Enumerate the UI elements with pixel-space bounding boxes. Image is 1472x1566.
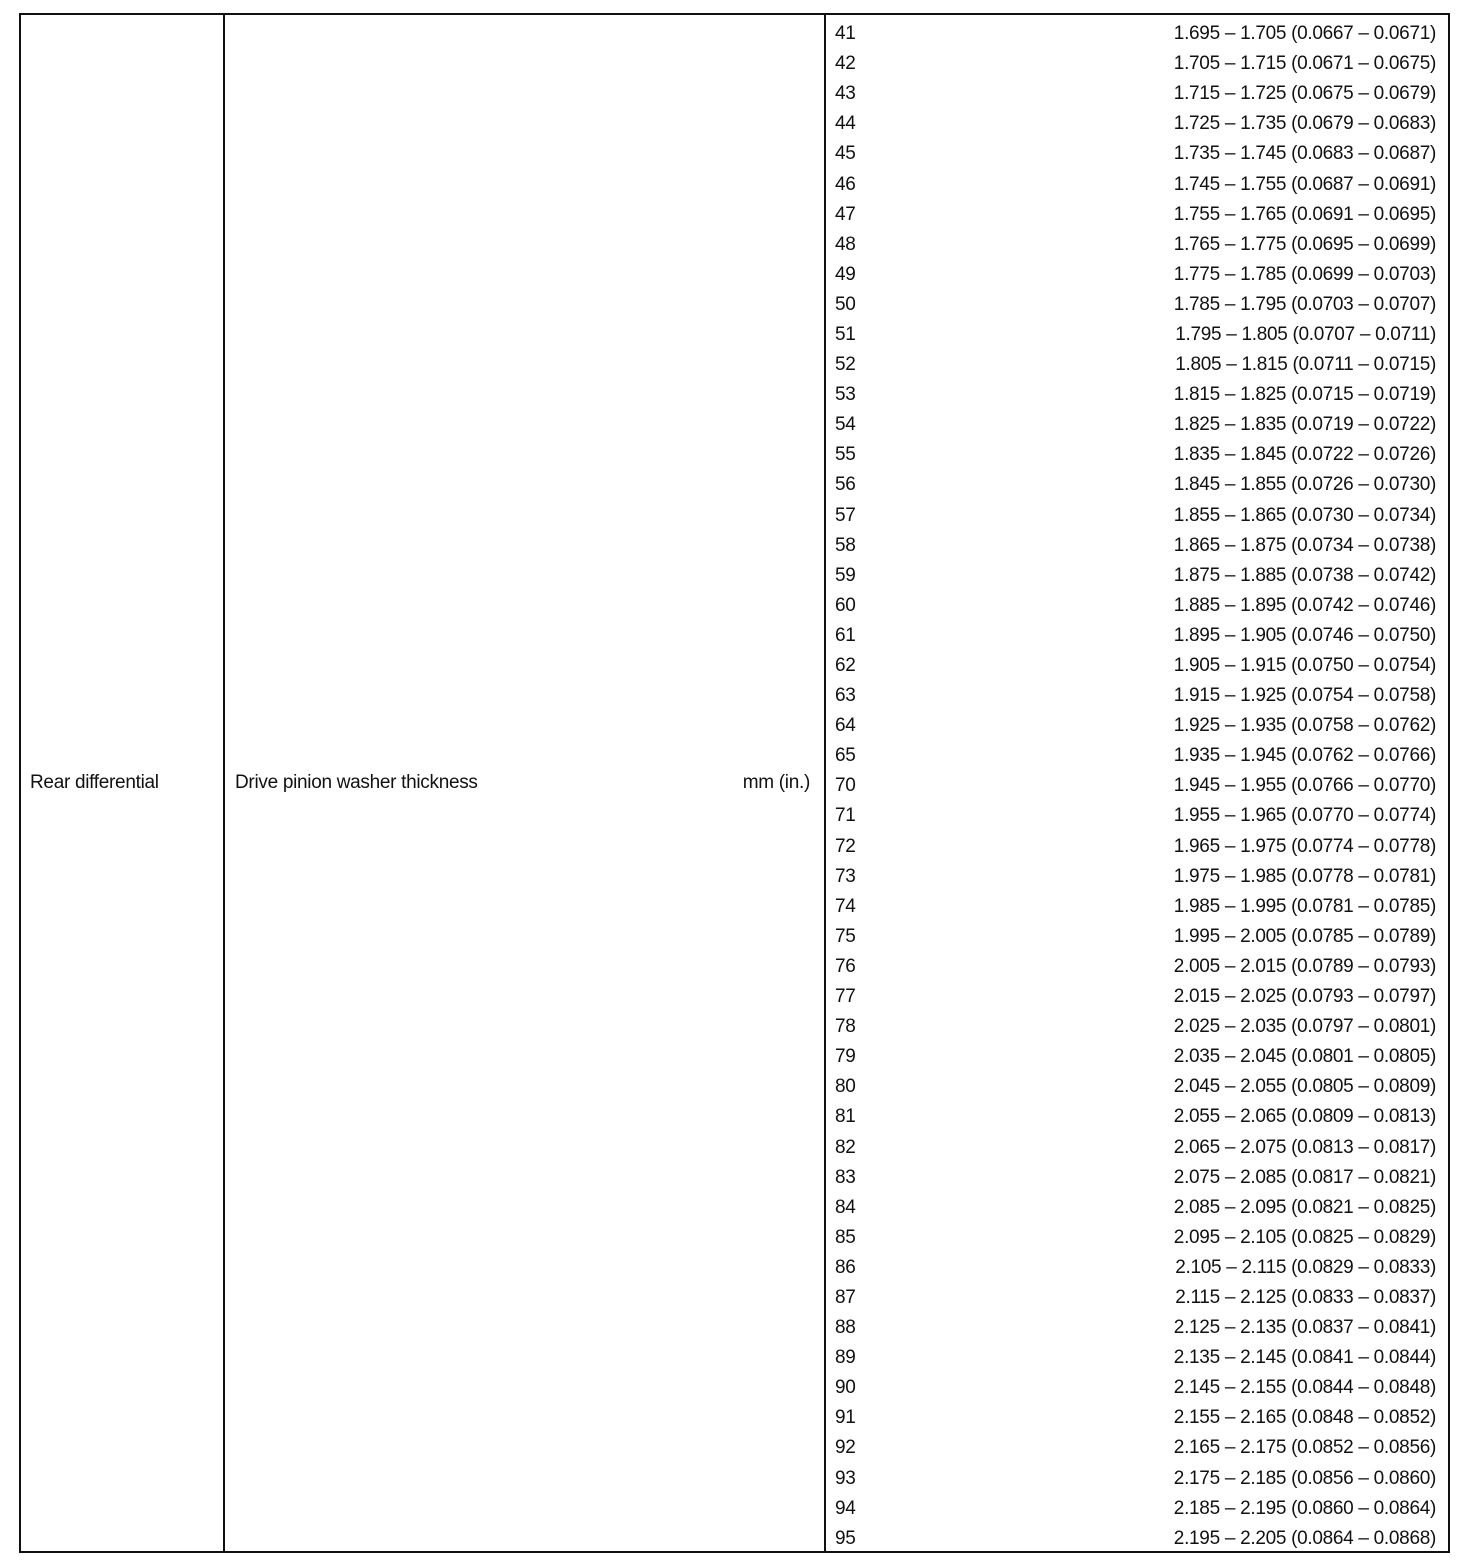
washer-number: 44 bbox=[835, 113, 856, 135]
component-column bbox=[21, 15, 225, 1551]
thickness-range: 1.915 – 1.925 (0.0754 – 0.0758) bbox=[1173, 685, 1436, 707]
washer-number: 86 bbox=[835, 1256, 856, 1278]
table-row bbox=[826, 591, 1448, 621]
table-row bbox=[826, 1102, 1448, 1132]
thickness-range: 1.845 – 1.855 (0.0726 – 0.0730) bbox=[1173, 474, 1436, 496]
table-row bbox=[826, 1373, 1448, 1403]
thickness-range: 1.735 – 1.745 (0.0683 – 0.0687) bbox=[1173, 143, 1436, 165]
washer-number: 73 bbox=[835, 865, 856, 887]
table-row bbox=[826, 470, 1448, 500]
table-row bbox=[826, 1283, 1448, 1313]
washer-number: 94 bbox=[835, 1497, 856, 1519]
table-row bbox=[826, 79, 1448, 109]
table-row bbox=[826, 320, 1448, 350]
thickness-range: 1.865 – 1.875 (0.0734 – 0.0738) bbox=[1173, 534, 1436, 556]
thickness-range: 2.135 – 2.145 (0.0841 – 0.0844) bbox=[1173, 1347, 1436, 1369]
table-row bbox=[826, 621, 1448, 651]
washer-number: 93 bbox=[835, 1467, 856, 1489]
table-row bbox=[826, 1313, 1448, 1343]
washer-number: 74 bbox=[835, 895, 856, 917]
table-row bbox=[826, 1253, 1448, 1283]
thickness-range: 1.925 – 1.935 (0.0758 – 0.0762) bbox=[1173, 715, 1436, 737]
thickness-range: 2.085 – 2.095 (0.0821 – 0.0825) bbox=[1173, 1196, 1436, 1218]
table-row bbox=[826, 952, 1448, 982]
table-row bbox=[826, 1524, 1448, 1554]
table-row bbox=[826, 440, 1448, 470]
washer-number: 65 bbox=[835, 745, 856, 767]
washer-number: 71 bbox=[835, 805, 856, 827]
washer-number: 62 bbox=[835, 655, 856, 677]
thickness-range: 2.175 – 2.185 (0.0856 – 0.0860) bbox=[1173, 1467, 1436, 1489]
washer-number: 89 bbox=[835, 1347, 856, 1369]
washer-number: 70 bbox=[835, 775, 856, 797]
thickness-range: 1.855 – 1.865 (0.0730 – 0.0734) bbox=[1173, 504, 1436, 526]
table-row bbox=[826, 19, 1448, 49]
thickness-range: 1.795 – 1.805 (0.0707 – 0.0711) bbox=[1175, 323, 1436, 345]
thickness-range: 2.045 – 2.055 (0.0805 – 0.0809) bbox=[1173, 1076, 1436, 1098]
table-row bbox=[826, 771, 1448, 801]
thickness-range: 1.935 – 1.945 (0.0762 – 0.0766) bbox=[1173, 745, 1436, 767]
thickness-range: 1.875 – 1.885 (0.0738 – 0.0742) bbox=[1173, 564, 1436, 586]
table-row bbox=[826, 1012, 1448, 1042]
thickness-range: 1.965 – 1.975 (0.0774 – 0.0778) bbox=[1173, 835, 1436, 857]
thickness-range: 2.015 – 2.025 (0.0793 – 0.0797) bbox=[1173, 986, 1436, 1008]
washer-number: 75 bbox=[835, 925, 856, 947]
thickness-range: 2.115 – 2.125 (0.0833 – 0.0837) bbox=[1175, 1286, 1436, 1308]
washer-number: 43 bbox=[835, 83, 856, 105]
washer-number: 77 bbox=[835, 986, 856, 1008]
washer-number: 90 bbox=[835, 1377, 856, 1399]
thickness-range: 1.835 – 1.845 (0.0722 – 0.0726) bbox=[1173, 444, 1436, 466]
thickness-range: 1.695 – 1.705 (0.0667 – 0.0671) bbox=[1173, 23, 1436, 45]
thickness-range: 2.095 – 2.105 (0.0825 – 0.0829) bbox=[1173, 1226, 1436, 1248]
washer-number: 85 bbox=[835, 1226, 856, 1248]
spec-table bbox=[19, 13, 1450, 1553]
washer-number: 56 bbox=[835, 474, 856, 496]
washer-number: 60 bbox=[835, 594, 856, 616]
table-row bbox=[826, 561, 1448, 591]
washer-number: 91 bbox=[835, 1407, 856, 1429]
washer-number: 45 bbox=[835, 143, 856, 165]
thickness-range: 2.155 – 2.165 (0.0848 – 0.0852) bbox=[1173, 1407, 1436, 1429]
table-row bbox=[826, 862, 1448, 892]
washer-number: 87 bbox=[835, 1286, 856, 1308]
table-row bbox=[826, 531, 1448, 561]
washer-number: 79 bbox=[835, 1046, 856, 1068]
component-label: Rear differential bbox=[30, 772, 159, 793]
table-row bbox=[826, 1343, 1448, 1373]
washer-number: 76 bbox=[835, 955, 856, 977]
thickness-range: 2.185 – 2.195 (0.0860 – 0.0864) bbox=[1173, 1497, 1436, 1519]
washer-number: 57 bbox=[835, 504, 856, 526]
thickness-range: 1.975 – 1.985 (0.0778 – 0.0781) bbox=[1173, 865, 1436, 887]
thickness-range: 1.985 – 1.995 (0.0781 – 0.0785) bbox=[1173, 895, 1436, 917]
thickness-range: 1.885 – 1.895 (0.0742 – 0.0746) bbox=[1173, 594, 1436, 616]
table-row bbox=[826, 922, 1448, 952]
washer-number: 46 bbox=[835, 173, 856, 195]
washer-number: 59 bbox=[835, 564, 856, 586]
table-row bbox=[826, 681, 1448, 711]
unit-label: mm (in.) bbox=[742, 772, 810, 793]
washer-number: 92 bbox=[835, 1437, 856, 1459]
table-row bbox=[826, 1464, 1448, 1494]
item-column bbox=[225, 15, 826, 1551]
washer-number: 82 bbox=[835, 1136, 856, 1158]
washer-number: 49 bbox=[835, 263, 856, 285]
washer-number: 63 bbox=[835, 685, 856, 707]
washer-number: 78 bbox=[835, 1016, 856, 1038]
washer-number: 83 bbox=[835, 1166, 856, 1188]
table-row bbox=[826, 230, 1448, 260]
table-row bbox=[826, 1433, 1448, 1463]
table-row bbox=[826, 139, 1448, 169]
table-row bbox=[826, 832, 1448, 862]
thickness-range: 1.715 – 1.725 (0.0675 – 0.0679) bbox=[1173, 83, 1436, 105]
thickness-range: 2.075 – 2.085 (0.0817 – 0.0821) bbox=[1173, 1166, 1436, 1188]
washer-number: 55 bbox=[835, 444, 856, 466]
thickness-range: 2.125 – 2.135 (0.0837 – 0.0841) bbox=[1173, 1317, 1436, 1339]
table-row bbox=[826, 1494, 1448, 1524]
table-row bbox=[826, 501, 1448, 531]
table-row bbox=[826, 982, 1448, 1012]
table-row bbox=[826, 801, 1448, 831]
table-row bbox=[826, 290, 1448, 320]
thickness-range: 2.055 – 2.065 (0.0809 – 0.0813) bbox=[1173, 1106, 1436, 1128]
thickness-range: 1.785 – 1.795 (0.0703 – 0.0707) bbox=[1173, 293, 1436, 315]
washer-number: 50 bbox=[835, 293, 856, 315]
table-row bbox=[826, 1042, 1448, 1072]
thickness-range: 2.195 – 2.205 (0.0864 – 0.0868) bbox=[1173, 1527, 1436, 1549]
thickness-range: 2.105 – 2.115 (0.0829 – 0.0833) bbox=[1175, 1256, 1436, 1278]
washer-number: 51 bbox=[835, 323, 856, 345]
washer-number: 58 bbox=[835, 534, 856, 556]
thickness-range: 2.025 – 2.035 (0.0797 – 0.0801) bbox=[1173, 1016, 1436, 1038]
table-row bbox=[826, 169, 1448, 199]
table-row bbox=[826, 200, 1448, 230]
table-row bbox=[826, 651, 1448, 681]
table-row bbox=[826, 1163, 1448, 1193]
table-row bbox=[826, 380, 1448, 410]
washer-number: 54 bbox=[835, 414, 856, 436]
table-row bbox=[826, 350, 1448, 380]
thickness-range: 1.755 – 1.765 (0.0691 – 0.0695) bbox=[1173, 203, 1436, 225]
values-column bbox=[826, 15, 1448, 1551]
washer-number: 41 bbox=[835, 23, 856, 45]
thickness-range: 2.065 – 2.075 (0.0813 – 0.0817) bbox=[1173, 1136, 1436, 1158]
thickness-range: 1.905 – 1.915 (0.0750 – 0.0754) bbox=[1173, 655, 1436, 677]
table-row bbox=[826, 49, 1448, 79]
thickness-range: 1.825 – 1.835 (0.0719 – 0.0722) bbox=[1173, 414, 1436, 436]
thickness-range: 2.005 – 2.015 (0.0789 – 0.0793) bbox=[1173, 955, 1436, 977]
table-row bbox=[826, 1403, 1448, 1433]
table-row bbox=[826, 741, 1448, 771]
table-row bbox=[826, 1223, 1448, 1253]
washer-number: 61 bbox=[835, 624, 856, 646]
thickness-range: 1.745 – 1.755 (0.0687 – 0.0691) bbox=[1173, 173, 1436, 195]
thickness-range: 1.775 – 1.785 (0.0699 – 0.0703) bbox=[1173, 263, 1436, 285]
thickness-range: 1.805 – 1.815 (0.0711 – 0.0715) bbox=[1175, 354, 1436, 376]
washer-number: 84 bbox=[835, 1196, 856, 1218]
washer-number: 52 bbox=[835, 354, 856, 376]
table-row bbox=[826, 892, 1448, 922]
table-row bbox=[826, 1193, 1448, 1223]
table-row bbox=[826, 410, 1448, 440]
thickness-range: 1.995 – 2.005 (0.0785 – 0.0789) bbox=[1173, 925, 1436, 947]
table-row bbox=[826, 1072, 1448, 1102]
washer-number: 47 bbox=[835, 203, 856, 225]
washer-number: 95 bbox=[835, 1527, 856, 1549]
thickness-range: 1.725 – 1.735 (0.0679 – 0.0683) bbox=[1173, 113, 1436, 135]
table-row bbox=[826, 260, 1448, 290]
thickness-range: 1.815 – 1.825 (0.0715 – 0.0719) bbox=[1173, 384, 1436, 406]
table-row bbox=[826, 711, 1448, 741]
thickness-range: 1.945 – 1.955 (0.0766 – 0.0770) bbox=[1173, 775, 1436, 797]
thickness-range: 1.895 – 1.905 (0.0746 – 0.0750) bbox=[1173, 624, 1436, 646]
table-row bbox=[826, 109, 1448, 139]
thickness-range: 2.035 – 2.045 (0.0801 – 0.0805) bbox=[1173, 1046, 1436, 1068]
washer-number: 53 bbox=[835, 384, 856, 406]
washer-number: 42 bbox=[835, 53, 856, 75]
item-label: Drive pinion washer thickness bbox=[235, 772, 478, 793]
thickness-range: 1.765 – 1.775 (0.0695 – 0.0699) bbox=[1173, 233, 1436, 255]
washer-number: 64 bbox=[835, 715, 856, 737]
washer-number: 88 bbox=[835, 1317, 856, 1339]
table-row bbox=[826, 1132, 1448, 1162]
thickness-range: 2.165 – 2.175 (0.0852 – 0.0856) bbox=[1173, 1437, 1436, 1459]
washer-number: 80 bbox=[835, 1076, 856, 1098]
thickness-range: 1.955 – 1.965 (0.0770 – 0.0774) bbox=[1173, 805, 1436, 827]
washer-number: 48 bbox=[835, 233, 856, 255]
thickness-range: 1.705 – 1.715 (0.0671 – 0.0675) bbox=[1173, 53, 1436, 75]
thickness-range: 2.145 – 2.155 (0.0844 – 0.0848) bbox=[1173, 1377, 1436, 1399]
washer-number: 81 bbox=[835, 1106, 856, 1128]
washer-number: 72 bbox=[835, 835, 856, 857]
